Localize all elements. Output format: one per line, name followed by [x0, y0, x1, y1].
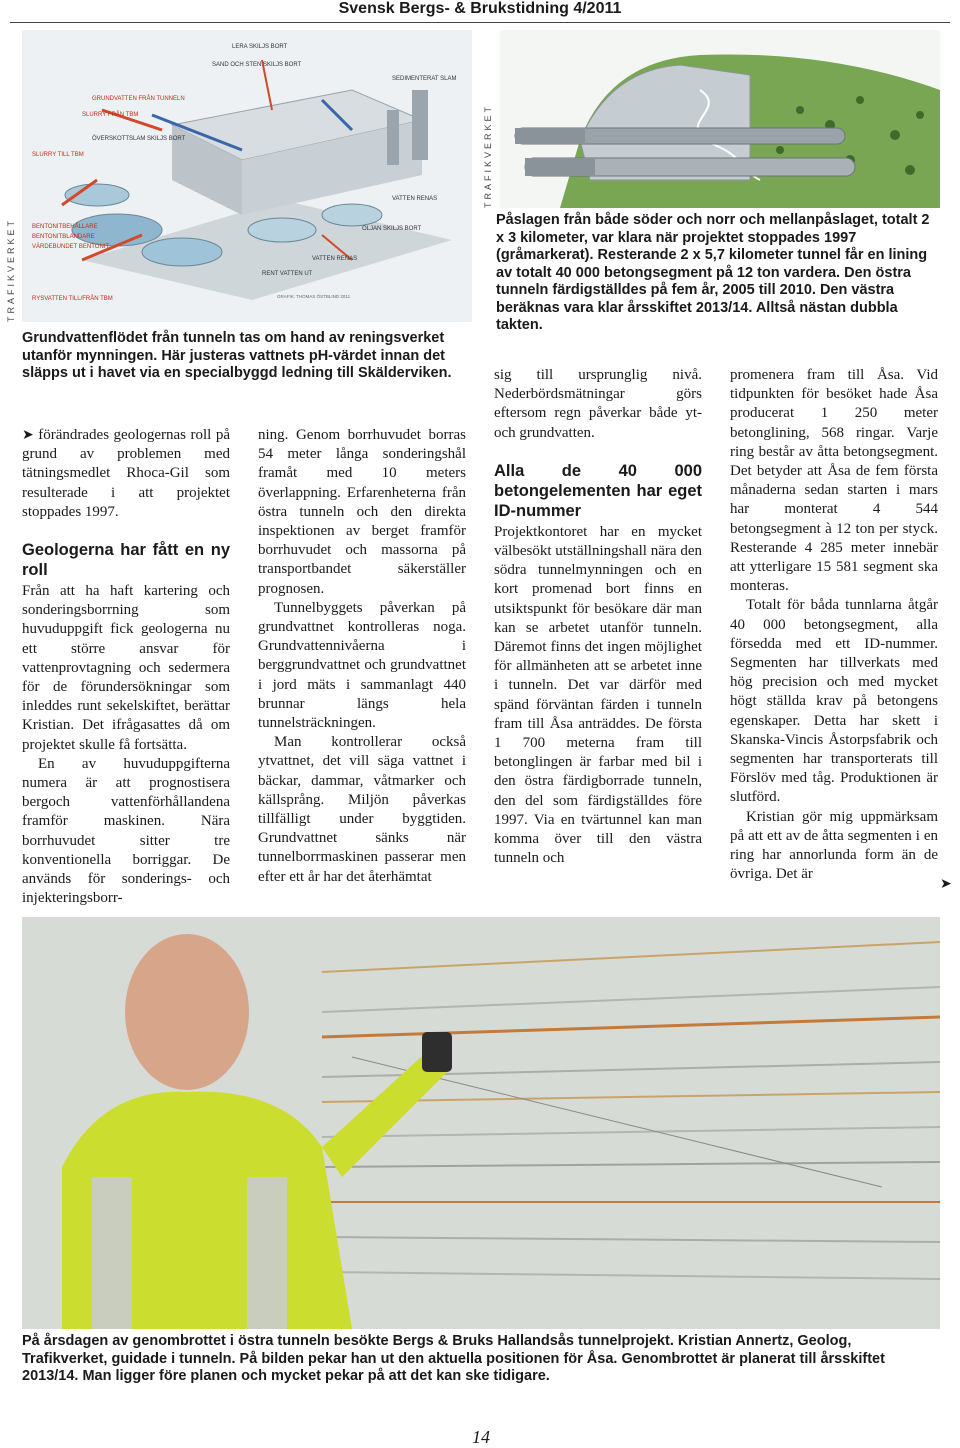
treatment-plant-illustration	[22, 30, 472, 322]
diagram-label: BENTONITBEHÅLLARE	[32, 224, 98, 230]
treatment-plant-graphic	[22, 30, 472, 322]
tunnel-illustration	[500, 30, 940, 208]
photo-credit-right: TRAFIKVERKET	[483, 103, 493, 208]
diagram-label: LERA SKILJS BORT	[232, 44, 288, 50]
geologist-photo-graphic	[22, 917, 940, 1329]
article-column-1	[22, 426, 230, 908]
col2-paragraph-1: ning. Genom borrhuvudet borras 54 meter långa sonderingshål framåt med 10 meters överlappning. Erfarenheterna från östra tunneln och den direkta inspektionen av berget framför borrhuvudet och massorna på transportbandet säkerställer prognosen.	[258, 427, 466, 597]
diagram-label: SLURRY FRÅN TBM	[82, 112, 139, 118]
continuation-arrow-icon: ➤	[940, 877, 952, 892]
caption-treatment-plant: Grundvattenflödet från tunneln tas om hand av reningsverket utanför mynningen. Här justeras vattnets pH-värdet innan det släpps ut i havet via en specialbyggd ledning till Skälderviken.	[22, 330, 452, 381]
diagram-label: SAND OCH STEN SKILJS BORT	[212, 62, 302, 68]
col4-paragraph-3: Kristian gör mig uppmärksam på att ett av de åtta segmenten i en ring har annorlunda form än de övriga. Det är	[730, 808, 938, 883]
col1-paragraph-1: förändrades geologernas roll på grund av problemen med tätningsmedlet Rhoca-Gil som resulterade i att projektet stoppades 1997.	[22, 427, 230, 520]
diagram-label: ÖVERSKOTTSLAM SKILJS BORT	[92, 136, 186, 142]
diagram-label: RENT VATTEN UT	[262, 271, 313, 277]
diagram-label: SEDIMENTERAT SLAM	[392, 76, 457, 82]
col2-paragraph-2: Tunnelbyggets påverkan på grundvattnet kontrolleras noga. Grundvattennivåerna i berggrundvattnet och grundvattnet i jord mäts i sammanlagt 440 brunnar längs hela tunnelsträckningen.	[258, 599, 466, 732]
col4-paragraph-1: promenera fram till Åsa. Vid tidpunkten för besöket hade Åsa producerat 1 250 meter betonglining, 568 ringar. Varje ring består av åtta betongsegment. Det betyder att Åsa de fem första månaderna sedan starten i mars har monterat 4 544 betongsegment à 12 ton per styck. Resterande 4 285 meter innebär att ytterligare 15 581 segment ska monteras.	[730, 367, 938, 595]
article-column-4	[730, 366, 938, 884]
col1-paragraph-2: Från att ha haft kartering och sonderingsborrning som huvuduppgift fick geologerna nu ett större ansvar för vattenprovtagning och sedermera för de förundersökningar som inleddes runt sekelskiftet, berättar Kristian. Det ifrågasattes då om projektet skulle få fortsätta.	[22, 583, 230, 753]
photo-caption: På årsdagen av genombrottet i östra tunneln besökte Bergs & Bruks Hallandsås tunnelprojekt. Kristian Annertz, Geolog, Trafikverket, guidade i tunneln. På bilden pekar han ut den aktuella positionen för Åsa. Genombrottet är planerat till årsskiftet 2013/14. Man ligger före planen och mycket pekar på att det kan ske tidigare.	[22, 1333, 885, 1384]
col3-paragraph-1: sig till ursprunglig nivå. Nederbördsmätningar görs eftersom regn påverkar både yt- och grundvatten.	[494, 367, 702, 441]
photo-credit-left: TRAFIKVERKET	[6, 217, 16, 322]
diagram-label: GRUNDVATTEN FRÅN TUNNELN	[92, 96, 185, 102]
publication-header: Svensk Bergs- & Brukstidning 4/2011	[338, 0, 622, 17]
col3-paragraph-2: Projektkontoret har en mycket välbesökt utställningshall nära den södra tunnelmynningen och en kort promenad bort finns en utsiktspunkt för besökare där man kan se arbetet utanför tunneln. Däremot finns det ingen möjlighet för allmänheten att se arbetet inne i tunneln. Det var därför med spänd förväntan färden i tunneln fram till Åsa anträddes. De första 1 700 meterna fram till betonglingen är farbar med bil i den östra färdigborrade tunneln, den del som färdigställdes före 1997. Via en tvärtunnel kan man komma över till den västra tunneln och	[494, 523, 702, 867]
col4-paragraph-2: Totalt för båda tunnlarna åtgår 40 000 betongsegment, alla försedda med ett ID-nummer. Segmenten har tillverkats med hög precision och med mycket högt ställda krav på betongens egenskaper. Detta har skett i Skanska-Vincis Åstorpsfabrik och segmenten har transporterats till Förslöv med tåg. Produktionen är slutförd.	[730, 597, 938, 806]
diagram-label: VATTEN RENAS	[392, 196, 438, 202]
diagram-label: SLURRY TILL TBM	[32, 152, 84, 158]
header-divider	[10, 22, 950, 23]
col2-paragraph-3: Man kontrollerar också ytvattnet, det vill säga vattnet i bäckar, dammar, våtmarker och källsprång. Miljön påverkas tillfälligt under byggtiden. Grundvattnet sänks när tunnelborrmaskinen passerar men efter ett år har det återhämtat	[258, 734, 466, 885]
subheading-geologists: Geologerna har fått en ny roll	[22, 541, 230, 580]
diagram-credit: GRAFIK: THOMAS ÖSTBLIND 2011	[277, 294, 351, 299]
continuation-arrow-icon: ➤	[22, 428, 34, 443]
article-column-2	[258, 426, 466, 887]
caption-tunnel: Påslagen från både söder och norr och mellanpåslaget, totalt 2 x 3 kilometer, var klara när projektet stoppades 1997 (gråmarkerat). Resterande 2 x 5,7 kilometer tunnel får en lining av totalt 40 000 betongsegment på 12 ton vardera. Den östra tunneln färdigställdes på fem år, 2005 till 2010. Den västra beräknas vara klar årsskiftet 2013/14. Alltså nästan dubbla takten.	[496, 212, 930, 333]
diagram-label: OLJAN SKILJS BORT	[362, 226, 422, 232]
article-column-3	[494, 366, 702, 868]
col1-paragraph-3: En av huvuduppgifterna numera är att prognostisera bergoch vattenförhållandena framför maskinen. Nära borrhuvudet sitter tre konventionella borriggar. De används för sonderings- och injekteringsborr-	[22, 755, 230, 907]
geologist-photo	[22, 917, 940, 1329]
page-number: 14	[472, 1427, 490, 1447]
diagram-label: RYSVATTEN TILL/FRÅN TBM	[32, 296, 113, 302]
diagram-label: VATTEN RENAS	[312, 256, 358, 262]
tunnel-graphic	[500, 30, 940, 208]
diagram-label: VÄRDEBUNDET BENTONIT	[32, 244, 110, 250]
diagram-label: BENTONITBLANDARE	[32, 234, 95, 240]
subheading-id-numbers: Alla de 40 000 betongelementen har eget ID-nummer	[494, 461, 702, 520]
